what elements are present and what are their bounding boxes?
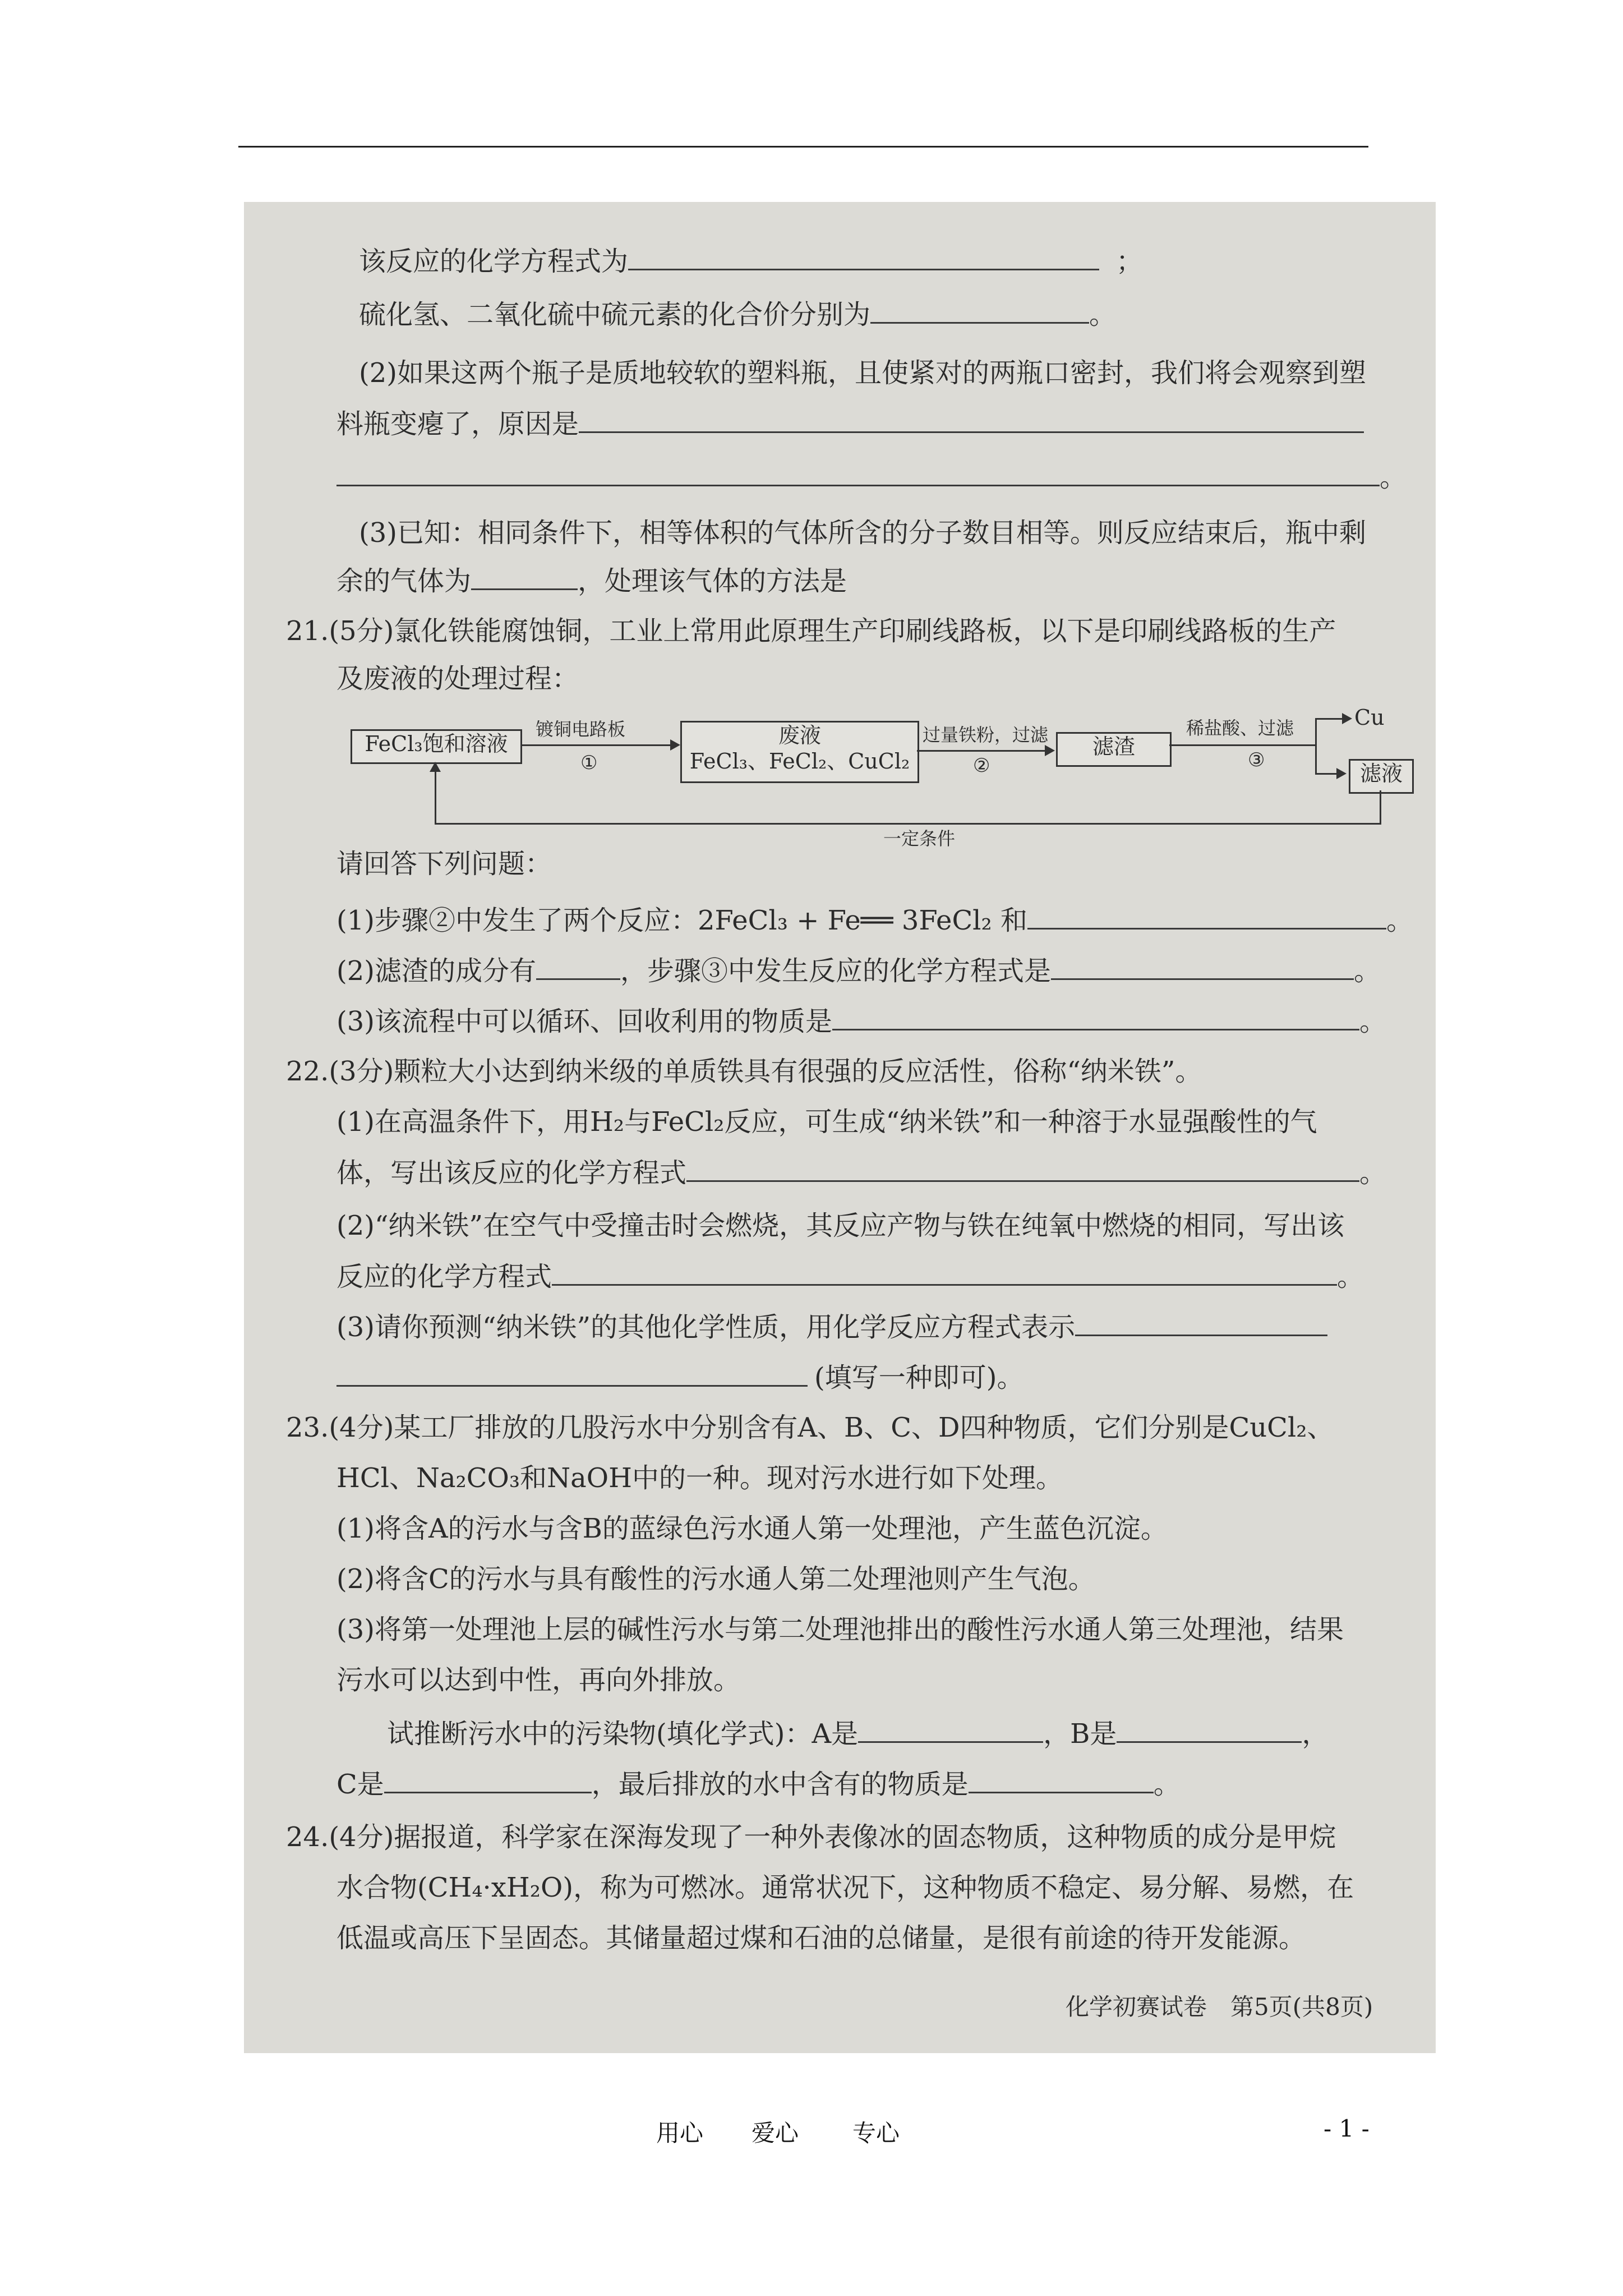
text-line: 低温或高压下呈固态。其储量超过煤和石油的总储量，是很有前途的待开发能源。 <box>336 1922 1306 1954</box>
text-line: (3)该流程中可以循环、回收利用的物质是 。 <box>336 1004 1386 1038</box>
flow-branch <box>1315 718 1317 774</box>
text-line: 及废液的处理过程： <box>336 663 579 694</box>
footer-motto: 专心 <box>852 2119 900 2147</box>
flow-box-waste: 废液 FeCl₃、FeCl₂、CuCl₂ <box>680 721 919 783</box>
flow-label: 过量铁粉，过滤 <box>923 724 1049 746</box>
question-21: 21.(5分)氯化铁能腐蚀铜，工业上常用此原理生产印刷线路板，以下是印刷线路板的生产 <box>286 615 1336 647</box>
text-line: (填写一种即可)。 <box>336 1360 1023 1395</box>
flow-arrow <box>1315 773 1338 775</box>
answer-blank[interactable] <box>552 1259 1337 1286</box>
text-line: 请回答下列问题： <box>336 848 552 880</box>
text-line: (1)步骤②中发生了两个反应：2FeCl₃ + Fe══ 3FeCl₂ 和 。 <box>336 903 1413 937</box>
arrow-head-icon <box>430 762 441 772</box>
flowchart <box>345 705 1410 850</box>
flow-label: 稀盐酸、过滤 <box>1186 717 1294 739</box>
footer-motto: 用心 <box>656 2119 704 2147</box>
answer-blank[interactable] <box>579 407 1364 433</box>
flow-box-filtrate: 滤液 <box>1349 759 1414 794</box>
question-23: 23.(4分)某工厂排放的几股污水中分别含有A、B、C、D四种物质，它们分别是CuCl₂、 <box>286 1412 1334 1443</box>
text-line: 该反应的化学方程式为 ； <box>359 244 1143 278</box>
arrow-head-icon <box>1336 768 1347 779</box>
text-line: (1)在高温条件下，用H₂与FeCl₂反应，可生成“纳米铁”和一种溶于水显强酸性的气 <box>336 1106 1317 1138</box>
text-line: 余的气体为 ，处理该气体的方法是 <box>336 564 847 598</box>
flow-arrow <box>1169 744 1315 746</box>
exam-footer: 化学初赛试卷 第5页(共8页) <box>1066 1993 1373 2021</box>
page-number: - 1 - <box>1324 2115 1370 2142</box>
text-line: (3)将第一处理池上层的碱性污水与第二处理池排出的酸性污水通人第三处理池，结果 <box>336 1614 1344 1645</box>
answer-blank[interactable] <box>832 1004 1359 1030</box>
step-number: ① <box>580 752 598 774</box>
text-line: (3)请你预测“纳米铁”的其他化学性质，用化学反应方程式表示 <box>336 1310 1327 1344</box>
text-line: (2)将含C的污水与具有酸性的污水通人第二处理池则产生气泡。 <box>336 1563 1095 1595</box>
answer-blank[interactable] <box>1051 954 1354 980</box>
flow-arrow <box>1315 718 1343 720</box>
text-line: (2)滤渣的成分有 ，步骤③中发生反应的化学方程式是 。 <box>336 954 1381 988</box>
text-line: 试推断污水中的污染物(填化学式)：A是 ，B是 ， <box>387 1717 1329 1751</box>
arrow-head-icon <box>1045 745 1055 756</box>
text-line: 体，写出该反应的化学方程式 。 <box>336 1156 1386 1190</box>
answer-blank[interactable] <box>336 460 1380 486</box>
step-number: ② <box>973 754 990 777</box>
arrow-head-icon <box>1342 713 1352 724</box>
question-22: 22.(3分)颗粒大小达到纳米级的单质铁具有很强的反应活性，俗称“纳米铁”。 <box>286 1056 1202 1087</box>
answer-blank[interactable] <box>969 1767 1154 1793</box>
answer-blank[interactable] <box>1117 1717 1302 1743</box>
flow-arrow <box>917 750 1046 752</box>
answer-blank[interactable] <box>471 564 578 590</box>
text-line: HCl、Na₂CO₃和NaOH中的一种。现对污水进行如下处理。 <box>336 1462 1063 1494</box>
answer-blank[interactable] <box>1075 1310 1327 1336</box>
text-line: C是 ，最后排放的水中含有的物质是 。 <box>336 1767 1181 1801</box>
text-line: (1)将含A的污水与含B的蓝绿色污水通人第一处理池，产生蓝色沉淀。 <box>336 1513 1168 1544</box>
text-line: 水合物(CH₄·xH₂O)，称为可燃冰。通常状况下，这种物质不稳定、易分解、易燃，在 <box>336 1872 1354 1903</box>
footer-motto: 爱心 <box>751 2119 799 2147</box>
header-rule <box>238 146 1368 148</box>
return-line <box>435 771 436 825</box>
flow-output-cu: Cu <box>1354 705 1385 730</box>
answer-blank[interactable] <box>1027 903 1386 930</box>
text-line: (2)如果这两个瓶子是质地较软的塑料瓶，且使紧对的两瓶口密封，我们将会观察到塑 <box>359 357 1366 389</box>
question-24: 24.(4分)据报道，科学家在深海发现了一种外表像冰的固态物质，这种物质的成分是甲烷 <box>286 1821 1336 1853</box>
answer-blank[interactable] <box>870 297 1089 324</box>
answer-blank[interactable] <box>384 1767 592 1793</box>
answer-blank[interactable] <box>628 244 1099 270</box>
text-line: 料瓶变瘪了，原因是 <box>336 407 1364 441</box>
answer-blank[interactable] <box>858 1717 1043 1743</box>
text-line: (3)已知：相同条件下，相等体积的气体所含的分子数目相等。则反应结束后，瓶中剩 <box>359 517 1366 549</box>
text-line: 。 <box>336 460 1407 494</box>
text-line: 污水可以达到中性，再向外排放。 <box>336 1664 741 1696</box>
flow-label: 镀铜电路板 <box>536 719 626 740</box>
return-line <box>1380 790 1381 824</box>
text-line: (2)“纳米铁”在空气中受撞击时会燃烧，其反应产物与铁在纯氧中燃烧的相同，写出该 <box>336 1210 1345 1241</box>
answer-blank[interactable] <box>336 1360 808 1387</box>
flow-label: 一定条件 <box>883 828 956 849</box>
flow-arrow <box>520 744 672 746</box>
step-number: ③ <box>1248 749 1265 771</box>
arrow-head-icon <box>670 739 680 751</box>
flow-box-fecl3: FeCl₃饱和溶液 <box>351 729 522 764</box>
text-line: 硫化氢、二氧化硫中硫元素的化合价分别为 。 <box>359 297 1116 332</box>
flow-box-residue: 滤渣 <box>1056 732 1172 767</box>
answer-blank[interactable] <box>686 1156 1359 1182</box>
answer-blank[interactable] <box>536 954 620 980</box>
text-line: 反应的化学方程式 。 <box>336 1259 1364 1294</box>
